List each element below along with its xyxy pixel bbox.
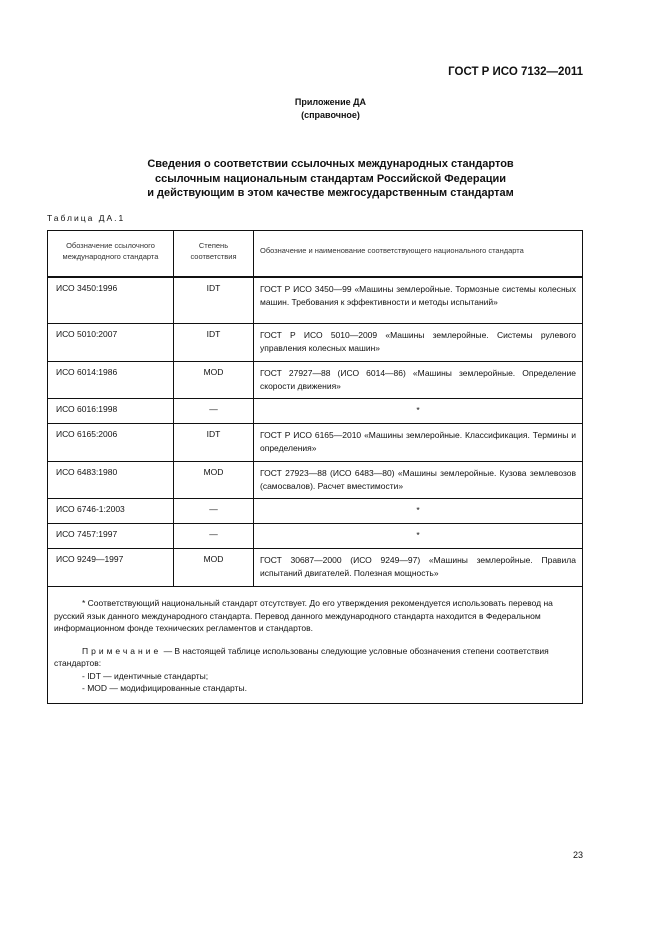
national-standard-cell: *	[416, 405, 420, 415]
table-row	[48, 548, 582, 586]
intl-standard-cell: ИСО 6746-1:2003	[48, 499, 174, 523]
table-notes	[48, 586, 582, 703]
annex-subtitle: (справочное)	[301, 110, 360, 120]
national-standard-cell: *	[416, 505, 420, 515]
degree-cell: IDT	[174, 424, 254, 461]
section-title-line: и действующим в этом качестве межгосударственным стандартам	[147, 187, 514, 199]
table-row	[48, 276, 582, 323]
header-intl: Обозначение ссылочного международного стандарта	[48, 231, 174, 276]
note-text: — В настоящей таблице использованы следующие условные обозначения степени соответствия стандартов:	[54, 645, 549, 668]
note-label: Примечание	[82, 645, 162, 656]
header-national: Обозначение и наименование соответствующего национального стандарта	[260, 246, 524, 255]
document-code: ГОСТ Р ИСО 7132—2011	[448, 66, 583, 78]
intl-standard-cell: ИСО 6165:2006	[48, 424, 174, 461]
degree-cell: —	[174, 524, 254, 548]
national-standard-cell: ГОСТ Р ИСО 3450—99 «Машины землеройные. Тормозные системы колесных машин. Требования к эффективности и методы испытаний»	[260, 284, 576, 307]
national-standard-cell: *	[416, 530, 420, 540]
national-standard-cell: ГОСТ 27923—88 (ИСО 6483—80) «Машины землеройные. Кузова землевозов (самосвалов). Расчет вместимости»	[260, 468, 576, 491]
national-standard-cell: ГОСТ 27927—88 (ИСО 6014—86) «Машины землеройные. Определение скорости движения»	[260, 368, 576, 391]
section-title-line: Сведения о соответствии ссылочных международных стандартов	[147, 158, 514, 170]
annex-heading	[0, 96, 661, 122]
note-item: - IDT — идентичные стандарты;	[82, 670, 209, 681]
table-row	[48, 361, 582, 398]
degree-cell: IDT	[174, 324, 254, 361]
intl-standard-cell: ИСО 5010:2007	[48, 324, 174, 361]
intl-standard-cell: ИСО 7457:1997	[48, 524, 174, 548]
table-row	[48, 423, 582, 461]
intl-standard-cell: ИСО 6014:1986	[48, 362, 174, 398]
note	[54, 645, 576, 670]
national-standard-cell: ГОСТ 30687—2000 (ИСО 9249—97) «Машины землеройные. Правила испытаний двигателей. Полезная мощность»	[260, 555, 576, 578]
page-number: 23	[572, 850, 583, 860]
section-title	[0, 157, 661, 201]
degree-cell: —	[174, 399, 254, 423]
table-row	[48, 461, 582, 498]
correspondence-table	[47, 230, 583, 704]
degree-cell: MOD	[174, 549, 254, 586]
annex-title: Приложение ДА	[294, 97, 367, 107]
table-row	[48, 398, 582, 423]
intl-standard-cell: ИСО 6016:1998	[48, 399, 174, 423]
table-row	[48, 323, 582, 361]
national-standard-cell: ГОСТ Р ИСО 5010—2009 «Машины землеройные. Системы рулевого управления колесных машин»	[260, 330, 576, 353]
note-item: - MOD — модифицированные стандарты.	[82, 683, 247, 693]
footnote: * Соответствующий национальный стандарт отсутствует. До его утверждения рекомендуется использовать перевод на русский язык данного международного стандарта. Перевод данного международного стандарта находится в Федеральном информационном фонде технических регламентов и стандартов.	[54, 598, 553, 633]
intl-standard-cell: ИСО 3450:1996	[48, 278, 174, 323]
degree-cell: —	[174, 499, 254, 523]
table-row	[48, 523, 582, 548]
header-degree: Степень соответствия	[174, 231, 254, 276]
intl-standard-cell: ИСО 6483:1980	[48, 462, 174, 498]
section-title-line: ссылочным национальным стандартам Российской Федерации	[154, 172, 507, 185]
degree-cell: MOD	[174, 462, 254, 498]
intl-standard-cell: ИСО 9249—1997	[48, 549, 174, 586]
table-label: Таблица ДА.1	[47, 213, 126, 223]
table-header-row	[48, 231, 582, 276]
degree-cell: IDT	[174, 278, 254, 323]
national-standard-cell: ГОСТ Р ИСО 6165—2010 «Машины землеройные. Классификация. Термины и определения»	[260, 430, 576, 453]
table-row	[48, 498, 582, 523]
degree-cell: MOD	[174, 362, 254, 398]
